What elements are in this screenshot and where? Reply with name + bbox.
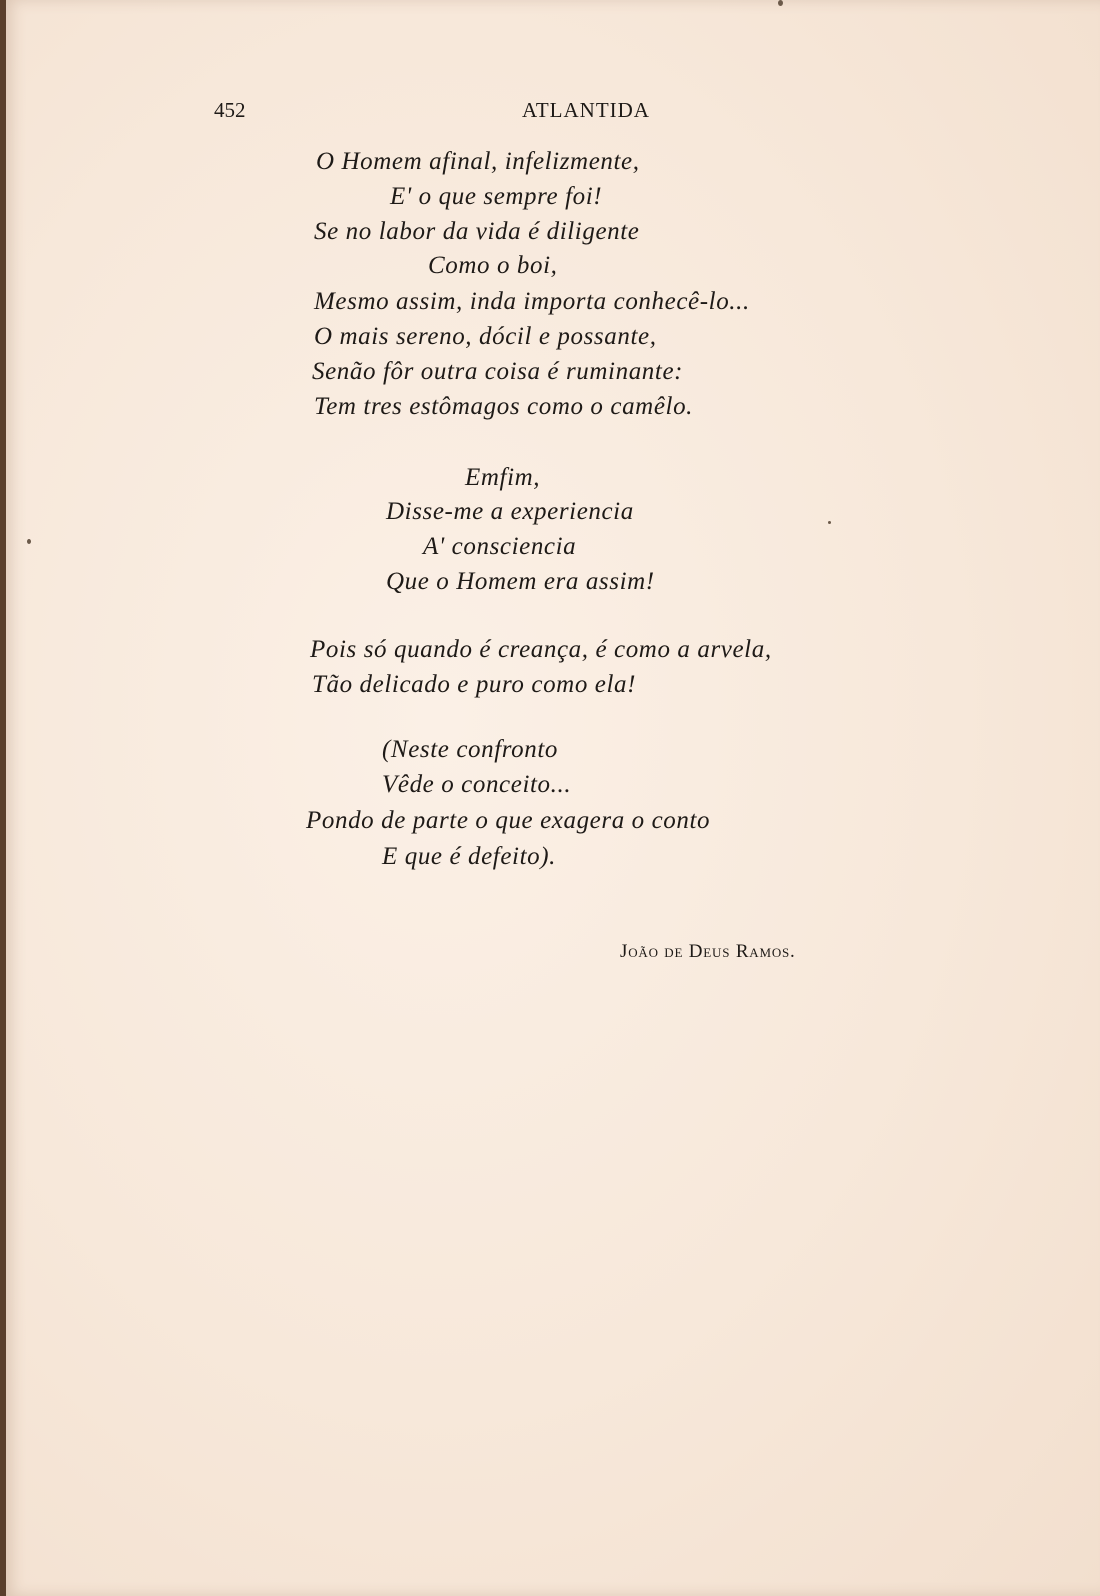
poem-line: O Homem afinal, infelizmente, — [316, 148, 640, 175]
author-signature: João de Deus Ramos. — [620, 941, 796, 962]
poem-line: Como o boi, — [428, 252, 558, 279]
poem-line: E' o que sempre foi! — [390, 183, 603, 210]
poem-line: (Neste confronto — [382, 736, 559, 763]
poem-line: Mesmo assim, inda importa conhecê-lo... — [314, 288, 750, 315]
poem-line: Pois só quando é creança, é como a arvela, — [310, 636, 772, 663]
poem-line: Tão delicado e puro como ela! — [312, 671, 637, 698]
poem-line: Pondo de parte o que exagera o conto — [306, 807, 711, 834]
ink-speck — [27, 539, 31, 544]
poem-line: O mais sereno, dócil e possante, — [314, 323, 657, 350]
poem-line: Tem tres estômagos como o camêlo. — [314, 393, 694, 420]
page-number: 452 — [214, 98, 246, 122]
poem-line: Vêde o conceito... — [382, 771, 572, 798]
poem-line: Senão fôr outra coisa é ruminante: — [312, 358, 684, 385]
running-title: ATLANTIDA — [522, 98, 650, 122]
poem-line: E que é defeito). — [382, 843, 557, 870]
ink-speck — [828, 521, 831, 524]
poem-line: Disse-me a experiencia — [386, 498, 634, 525]
poem-line: Emfim, — [465, 464, 541, 491]
page-header — [0, 98, 1100, 134]
poem-line: Se no labor da vida é diligente — [314, 218, 640, 245]
poem-line: A' consciencia — [423, 533, 577, 560]
poem-line: Que o Homem era assim! — [386, 568, 655, 595]
ink-speck — [778, 0, 783, 6]
